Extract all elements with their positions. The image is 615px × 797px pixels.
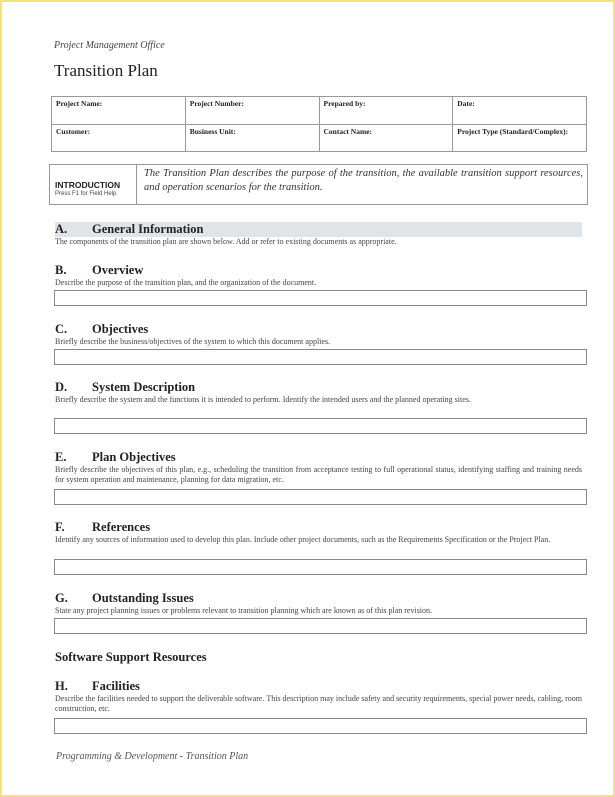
section-title: Overview [92, 263, 144, 277]
document-page [2, 2, 613, 795]
date-cell[interactable]: Date: [453, 97, 587, 125]
section-description: State any project planning issues or problems relevant to transition planning which are known as of this plan revision. [55, 606, 433, 615]
section-letter: F. [55, 520, 65, 534]
section-title: Objectives [92, 322, 149, 336]
section-title: References [92, 520, 151, 534]
section-letter: E. [55, 450, 67, 464]
introduction-label-box [50, 165, 137, 204]
document-title: Transition Plan [54, 61, 158, 80]
section-title: General Information [92, 222, 204, 236]
section-letter: A. [55, 222, 68, 236]
section-references [55, 520, 582, 545]
section-heading [55, 222, 582, 237]
office-name: Project Management Office [54, 40, 165, 51]
section-title: Facilities [92, 679, 140, 693]
section-software-support-resources [55, 650, 207, 665]
section-letter: G. [55, 591, 68, 605]
introduction-label: INTRODUCTION [55, 180, 121, 190]
objectives-field[interactable] [54, 349, 587, 365]
section-description: Describe the purpose of the transition plan, and the organization of the document. [55, 278, 317, 287]
section-title: Outstanding Issues [92, 591, 194, 605]
business-unit-cell[interactable]: Business Unit: [185, 124, 319, 152]
section-system-description [55, 380, 582, 405]
project-type-cell[interactable]: Project Type (Standard/Complex): [453, 124, 587, 152]
section-heading [55, 380, 582, 395]
section-title: System Description [92, 380, 196, 394]
section-description: Identify any sources of information used to develop this plan. Include other project documents, such as the Requirements Specification or the Project Plan. [55, 535, 551, 544]
section-description: Briefly describe the system and the functions it is intended to perform. Identify the intended users and the planned operating sites. [55, 395, 471, 404]
section-letter: H. [55, 679, 68, 693]
contact-name-cell[interactable]: Contact Name: [319, 124, 453, 152]
project-name-cell[interactable]: Project Name: [52, 97, 186, 125]
project-number-cell[interactable]: Project Number: [185, 97, 319, 125]
introduction-text: The Transition Plan describes the purpose of the transition, the available transition support resources, and operation scenarios for the transition. [144, 168, 583, 193]
section-title: Software Support Resources [55, 650, 207, 664]
plan-objectives-field[interactable] [54, 489, 587, 505]
outstanding-issues-field[interactable] [54, 618, 587, 634]
project-info-table [51, 96, 587, 152]
section-letter: D. [55, 380, 68, 394]
overview-field[interactable] [54, 290, 587, 306]
section-description: Briefly describe the objectives of this plan, e.g., scheduling the transition from acceptance testing to full operational status, identifying staffing and training needs for system operation and maintenance, planning for data migration, etc. [55, 465, 582, 484]
prepared-by-cell[interactable]: Prepared by: [319, 97, 453, 125]
section-heading [55, 520, 582, 535]
page-footer: Programming & Development - Transition Plan [56, 751, 249, 762]
section-general-information [55, 222, 582, 247]
introduction-box [49, 164, 588, 205]
facilities-field[interactable] [54, 718, 587, 734]
field-help-hint: Press F1 for Field Help [55, 191, 117, 197]
section-heading [55, 450, 582, 465]
system-description-field[interactable] [54, 418, 587, 434]
section-objectives [55, 322, 582, 347]
section-description: The components of the transition plan are shown below. Add or refer to existing documents as appropriate. [55, 237, 397, 246]
section-description: Describe the facilities needed to support the deliverable software. This description may include safety and security requirements, special power needs, cabling, room construction, etc. [55, 694, 583, 713]
section-heading [55, 263, 582, 278]
section-outstanding-issues [55, 591, 582, 616]
section-title: Plan Objectives [92, 450, 176, 464]
section-heading [55, 679, 582, 694]
section-letter: C. [55, 322, 68, 336]
section-description: Briefly describe the business/objectives of the system to which this document applies. [55, 337, 331, 346]
section-heading [55, 591, 582, 606]
customer-cell[interactable]: Customer: [52, 124, 186, 152]
references-field[interactable] [54, 559, 587, 575]
section-heading [55, 322, 582, 337]
section-letter: B. [55, 263, 67, 277]
section-facilities [55, 679, 582, 714]
section-plan-objectives [55, 450, 582, 485]
section-overview [55, 263, 582, 288]
